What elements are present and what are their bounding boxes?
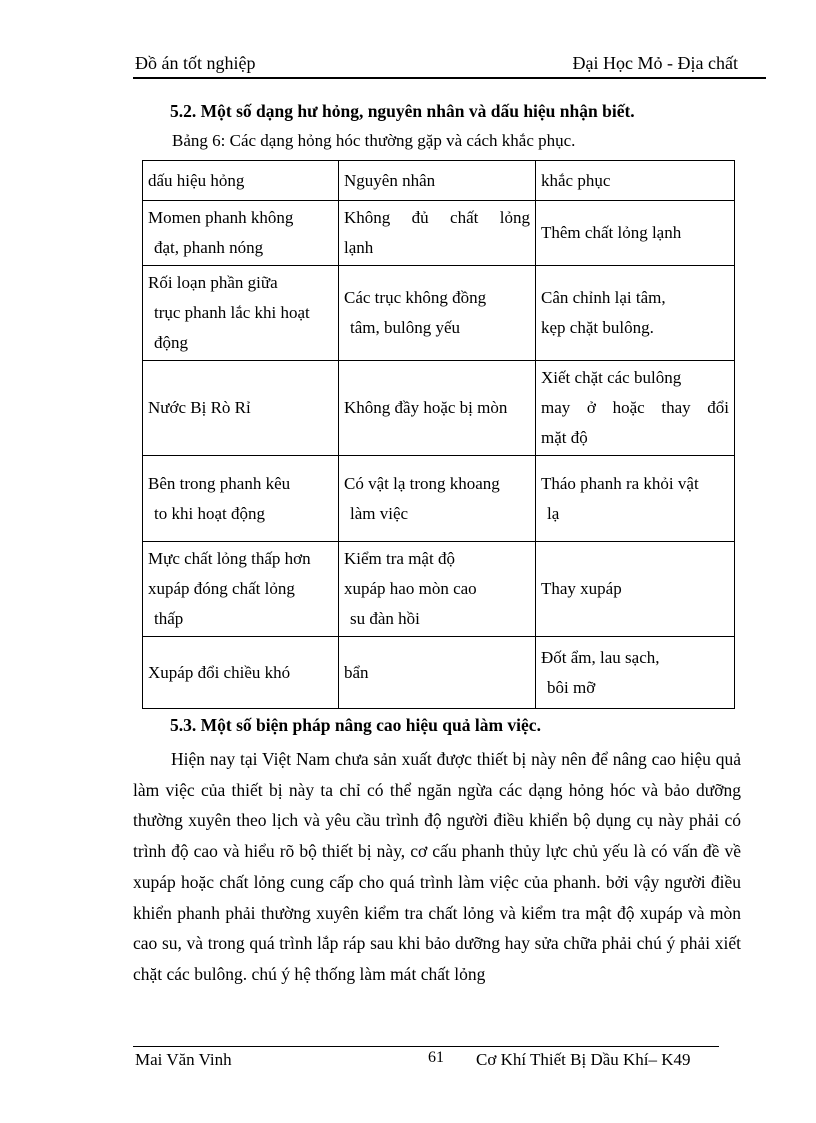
fix-line: may ở hoặc thay đổi [541, 398, 729, 417]
header-cell-symptom: dấu hiệu hỏng [143, 161, 339, 201]
fix-cell [536, 542, 735, 637]
symptom-line: động [154, 333, 188, 352]
cause-line: Có vật lạ trong khoang [344, 473, 500, 493]
section-5-2-heading: 5.2. Một số dạng hư hỏng, nguyên nhân và dấu hiệu nhận biết. [170, 101, 635, 121]
fix-line: Thay xupáp [541, 579, 622, 598]
header-document-type: Đồ án tốt nghiệp [135, 53, 256, 73]
symptom-line: xupáp đóng chất lỏng [148, 579, 295, 598]
fix-line: bôi mỡ [547, 677, 596, 697]
symptom-cell [143, 637, 339, 709]
cause-line: bẩn [344, 662, 369, 682]
fix-line: Cân chỉnh lại tâm, [541, 288, 666, 307]
fix-cell [536, 201, 735, 266]
table-row [143, 456, 735, 542]
fix-line: mặt độ [541, 428, 588, 447]
fix-cell [536, 361, 735, 456]
fix-line: lạ [547, 503, 560, 523]
symptom-line: Nước Bị Rò Rỉ [148, 398, 251, 417]
symptom-line: Rối loạn phần giữa [148, 273, 278, 292]
symptom-line: đạt, phanh nóng [154, 238, 264, 257]
table-row [143, 201, 735, 266]
footer-author: Mai Văn Vinh [135, 1050, 232, 1069]
failure-table [142, 160, 735, 709]
cause-line: su đàn hồi [350, 609, 420, 628]
symptom-cell [143, 201, 339, 266]
cause-line: Các trục không đồng [344, 288, 487, 307]
table-header-row [143, 161, 735, 201]
cause-line: xupáp hao mòn cao [344, 579, 477, 598]
symptom-line: Bên trong phanh kêu [148, 473, 291, 493]
cause-line: làm việc [350, 503, 409, 523]
table-caption: Bảng 6: Các dạng hỏng hóc thường gặp và cách khắc phục. [172, 131, 576, 150]
symptom-line: Momen phanh không [148, 208, 294, 227]
header-cell-cause: Nguyên nhân [339, 161, 536, 201]
body-paragraph [133, 744, 741, 990]
footer-rule [133, 1046, 719, 1047]
section-5-3-heading: 5.3. Một số biện pháp nâng cao hiệu quả làm việc. [170, 715, 541, 735]
fix-cell [536, 456, 735, 542]
fix-cell [536, 637, 735, 709]
cause-line: Không đủ chất lỏng [344, 208, 530, 227]
symptom-cell [143, 456, 339, 542]
footer-course: Cơ Khí Thiết Bị Dầu Khí– K49 [476, 1050, 691, 1069]
symptom-line: trục phanh lắc khi hoạt [154, 303, 310, 322]
fix-line: Xiết chặt các bulông [541, 368, 682, 387]
header-cell-fix: khắc phục [536, 161, 735, 201]
cause-cell [339, 266, 536, 361]
symptom-line: to khi hoạt động [154, 503, 265, 523]
table-row [143, 542, 735, 637]
page-header [133, 49, 766, 79]
symptom-line: Mực chất lỏng thấp hơn [148, 549, 311, 568]
cause-line: Kiểm tra mật độ [344, 549, 455, 568]
fix-line: kẹp chặt bulông. [541, 318, 654, 337]
table-row [143, 361, 735, 456]
symptom-cell [143, 542, 339, 637]
fix-line: Đốt ẩm, lau sạch, [541, 647, 660, 667]
cause-cell [339, 456, 536, 542]
header-university: Đại Học Mỏ - Địa chất [572, 53, 738, 73]
cause-cell [339, 637, 536, 709]
cause-cell [339, 201, 536, 266]
symptom-line: thấp [154, 609, 184, 628]
cause-line: tâm, bulông yếu [350, 318, 461, 337]
paragraph-text: Hiện nay tại Việt Nam chưa sản xuất được thiết bị này nên để nâng cao hiệu quả làm việc của thiết bị này ta chỉ có thể ngăn ngừa các dạng hỏng hóc và bảo dưỡng thường xuyên theo lịch và yêu cầu trình độ người điều khiển bộ dụng cụ này phải có trình độ cao và hiểu rõ bộ thiết bị này, cơ cấu phanh thủy lực chủ yếu là có vấn đề về xupáp hoặc chất lỏng cung cấp cho quá trình làm việc của phanh. bởi vậy người điều khiển phanh phải thường xuyên kiểm tra chất lỏng và kiểm tra mật độ xupáp và mòn cao su, và trong quá trình lắp ráp sau khi bảo dưỡng hay sửa chữa phải chú ý phải xiết chặt các bulông. chú ý hệ thống làm mát chất lỏng [133, 749, 741, 984]
footer-page-number: 61 [428, 1049, 444, 1066]
cause-cell [339, 361, 536, 456]
symptom-cell [143, 361, 339, 456]
cause-cell [339, 542, 536, 637]
cause-line: Không đầy hoặc bị mòn [344, 398, 508, 417]
symptom-line: Xupáp đổi chiều khó [148, 662, 291, 682]
fix-line: Tháo phanh ra khỏi vật [541, 473, 699, 493]
symptom-cell [143, 266, 339, 361]
table-row [143, 637, 735, 709]
table-row [143, 266, 735, 361]
cause-line: lạnh [344, 238, 374, 257]
fix-cell [536, 266, 735, 361]
fix-line: Thêm chất lỏng lạnh [541, 223, 682, 242]
